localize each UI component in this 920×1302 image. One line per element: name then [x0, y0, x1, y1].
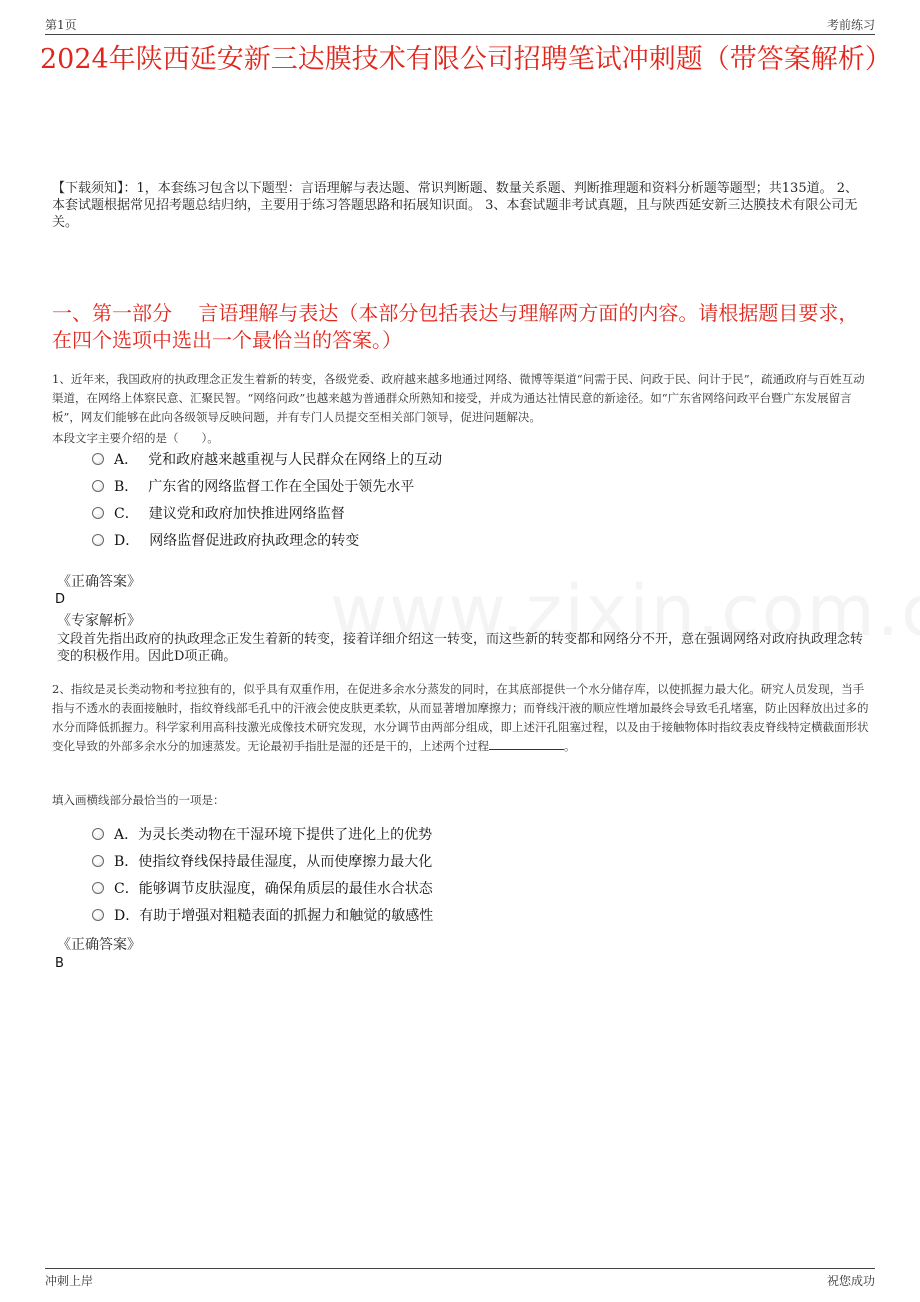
page-header	[45, 14, 875, 35]
radio-icon[interactable]	[92, 453, 104, 465]
question-1-text: 1、近年来，我国政府的执政理念正发生着新的转变，各级党委、政府越来越多地通过网络、微博等渠道“问需于民、问政于民、问计于民”，疏通政府与百姓互动渠道，在网络上体察民意、汇聚民智。“网络问政”也越来越为普通群众所熟知和接受，并成为通达社情民意的新途径。如“广东省网络问政平台暨广东发展留言板”，网友们能够在此向各级领导反映问题，并有专门人员提交至相关部门领导，促进问题解决。	[52, 372, 865, 424]
q2-answer: B	[55, 956, 64, 971]
q1-answer: D	[55, 592, 66, 607]
radio-icon[interactable]	[92, 855, 104, 867]
q2-option-c[interactable]: C．能够调节皮肤湿度，确保角质层的最佳水合状态	[92, 878, 860, 900]
q1-explanation: 文段首先指出政府的执政理念正发生着新的转变，接着详细介绍这一转变，而这些新的转变都和网络分不开，意在强调网络对政府执政理念转变的积极作用。因此D项正确。	[57, 632, 864, 664]
radio-icon[interactable]	[92, 909, 104, 921]
footer-right-label: 祝您成功	[826, 1274, 875, 1288]
page-footer	[45, 1268, 875, 1289]
radio-icon[interactable]	[92, 828, 104, 840]
radio-icon[interactable]	[92, 534, 104, 546]
q1-option-a[interactable]: A． 党和政府越来越重视与人民群众在网络上的互动	[92, 449, 860, 471]
question-1-prompt: 本段文字主要介绍的是（ ）。	[52, 431, 219, 445]
answer-label: 《正确答案》	[57, 574, 141, 590]
q2-option-b[interactable]: B．使指纹脊线保持最佳湿度，从而使摩擦力最大化	[92, 851, 860, 873]
q2-option-d[interactable]: D．有助于增强对粗糙表面的抓握力和触觉的敏感性	[92, 905, 860, 927]
radio-icon[interactable]	[92, 480, 104, 492]
answer-label-2: 《正确答案》	[57, 937, 141, 953]
radio-icon[interactable]	[92, 882, 104, 894]
document-title: 2024年陕西延安新三达膜技术有限公司招聘笔试冲刺题（带答案解析）	[40, 44, 892, 75]
fill-blank	[489, 737, 564, 750]
question-2-text: 2、指纹是灵长类动物和考拉独有的，似乎具有双重作用，在促进多余水分蒸发的同时，在其底部提供一个水分储存库，以使抓握力最大化。研究人员发现，当手指与不透水的表面接触时，指纹脊线部毛孔中的汗液会使皮肤更柔软，从而显著增加摩擦力；而脊线汗液的顺应性增加最终会导致毛孔堵塞，防止因释放出过多的水分而降低抓握力。科学家利用高科技激光成像技术研究发现，水分调节由两部分组成，即上述汗孔阻塞过程，以及由于接触物体时指纹表皮脊线特定横截面形状变化导致的外部多余水分的加速蒸发。无论最初手指肚是湿的还是干的，上述两个过程 。	[52, 682, 869, 753]
q2-option-a[interactable]: A．为灵长类动物在干湿环境下提供了进化上的优势	[92, 824, 860, 846]
expert-label: 《专家解析》	[57, 613, 141, 629]
download-notice: 【下载须知】：1，本套练习包含以下题型：言语理解与表达题、常识判断题、数量关系题、判断推理题和资料分析题等题型；共135道。 2、本套试题根据常见招考题总结归纳，主要用于练习答题思路和拓展知识面。 3、本套试题非考试真题，且与陕西延安新三达膜技术有限公司无关。	[52, 181, 858, 230]
header-label: 考前练习	[826, 18, 875, 32]
q1-option-b[interactable]: B． 广东省的网络监督工作在全国处于领先水平	[92, 476, 860, 498]
footer-left-label: 冲刺上岸	[45, 1274, 94, 1288]
q1-option-d[interactable]: D． 网络监督促进政府执政理念的转变	[92, 530, 860, 552]
q1-option-c[interactable]: C． 建议党和政府加快推进网络监督	[92, 503, 860, 525]
page-number: 第1页	[45, 18, 77, 32]
section-title: 一、第一部分 言语理解与表达（本部分包括表达与理解两方面的内容。请根据题目要求，在四个选项中选出一个最恰当的答案。）	[52, 301, 859, 352]
radio-icon[interactable]	[92, 507, 104, 519]
question-2-prompt: 填入画横线部分最恰当的一项是：	[52, 793, 225, 807]
